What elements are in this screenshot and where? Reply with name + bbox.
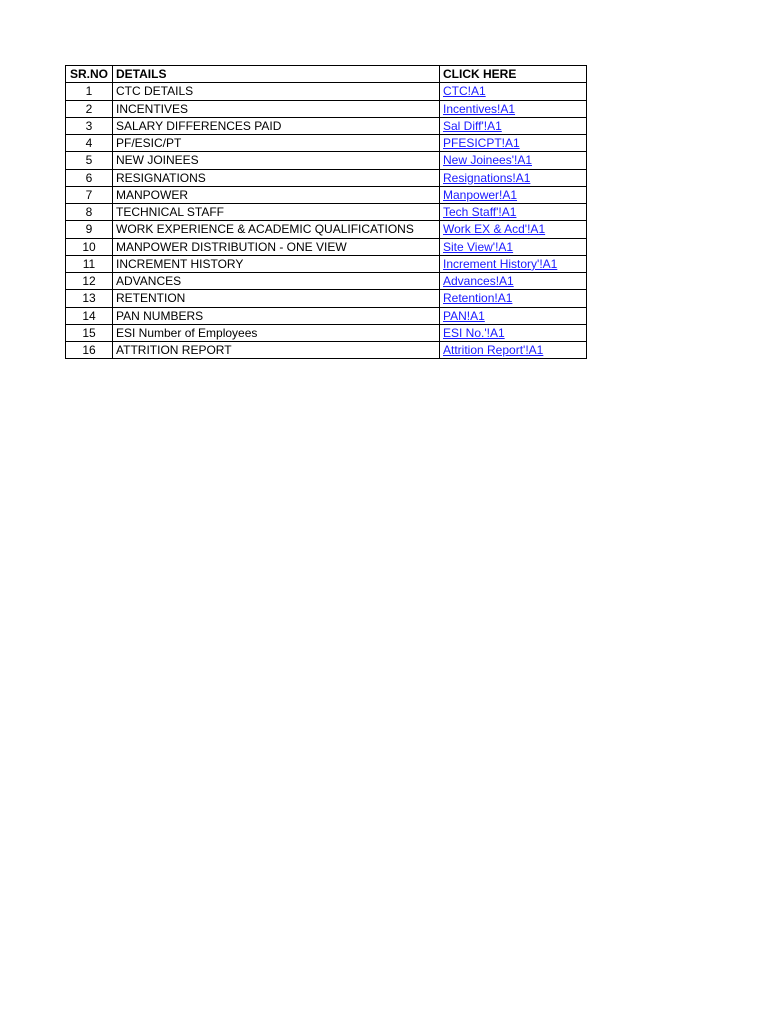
row-link-cell — [440, 100, 587, 117]
row-link-cell — [440, 238, 587, 255]
row-details: PAN NUMBERS — [113, 307, 440, 324]
row-link-cell — [440, 307, 587, 324]
sheet-link[interactable]: Retention!A1 — [443, 291, 513, 306]
sheet-link[interactable]: Site View'!A1 — [443, 239, 514, 254]
row-link-cell — [440, 255, 587, 272]
row-details: MANPOWER DISTRIBUTION - ONE VIEW — [113, 238, 440, 255]
table-row — [66, 100, 587, 117]
row-number: 2 — [66, 100, 113, 117]
sheet-link[interactable]: Advances!A1 — [443, 274, 514, 289]
table-row — [66, 221, 587, 238]
sheet-link[interactable]: Tech Staff'!A1 — [443, 205, 517, 220]
row-number: 4 — [66, 135, 113, 152]
row-details: ESI Number of Employees — [113, 324, 440, 341]
sheet-link[interactable]: New Joinees'!A1 — [443, 153, 533, 168]
row-number: 16 — [66, 342, 113, 359]
table-row — [66, 186, 587, 203]
index-table — [65, 65, 587, 359]
row-link-cell — [440, 186, 587, 203]
table-row — [66, 255, 587, 272]
table-row — [66, 307, 587, 324]
row-number: 12 — [66, 273, 113, 290]
row-link-cell — [440, 324, 587, 341]
row-details: INCREMENT HISTORY — [113, 255, 440, 272]
row-details: INCENTIVES — [113, 100, 440, 117]
row-details: ATTRITION REPORT — [113, 342, 440, 359]
sheet-link[interactable]: Sal Diff'!A1 — [443, 118, 502, 133]
sheet-link[interactable]: PAN!A1 — [443, 308, 485, 323]
row-link-cell — [440, 221, 587, 238]
row-details: NEW JOINEES — [113, 152, 440, 169]
table-row — [66, 290, 587, 307]
row-details: RESIGNATIONS — [113, 169, 440, 186]
header-details: DETAILS — [113, 66, 440, 83]
sheet-link[interactable]: Attrition Report'!A1 — [443, 343, 544, 358]
row-link-cell — [440, 342, 587, 359]
table-row — [66, 117, 587, 134]
row-number: 1 — [66, 83, 113, 100]
sheet-link[interactable]: Work EX & Acd'!A1 — [443, 222, 546, 237]
row-number: 8 — [66, 204, 113, 221]
row-number: 7 — [66, 186, 113, 203]
table-row — [66, 135, 587, 152]
row-details: WORK EXPERIENCE & ACADEMIC QUALIFICATIONS — [113, 221, 440, 238]
sheet-link[interactable]: Manpower!A1 — [443, 187, 518, 202]
row-details: MANPOWER — [113, 186, 440, 203]
table-row — [66, 83, 587, 100]
sheet-link[interactable]: Increment History'!A1 — [443, 256, 558, 271]
row-number: 10 — [66, 238, 113, 255]
row-link-cell — [440, 152, 587, 169]
sheet-link[interactable]: Resignations!A1 — [443, 170, 531, 185]
row-number: 15 — [66, 324, 113, 341]
header-row — [66, 66, 587, 83]
table-row — [66, 204, 587, 221]
sheet-link[interactable]: ESI No.'!A1 — [443, 325, 505, 340]
row-number: 13 — [66, 290, 113, 307]
row-details: CTC DETAILS — [113, 83, 440, 100]
table-row — [66, 324, 587, 341]
row-link-cell — [440, 83, 587, 100]
table-row — [66, 342, 587, 359]
row-details: ADVANCES — [113, 273, 440, 290]
table-row — [66, 152, 587, 169]
row-number: 3 — [66, 117, 113, 134]
row-link-cell — [440, 204, 587, 221]
sheet-link[interactable]: CTC!A1 — [443, 84, 486, 99]
row-number: 5 — [66, 152, 113, 169]
row-number: 9 — [66, 221, 113, 238]
row-details: TECHNICAL STAFF — [113, 204, 440, 221]
row-link-cell — [440, 117, 587, 134]
header-sr-no: SR.NO — [66, 66, 113, 83]
table-row — [66, 273, 587, 290]
row-number: 6 — [66, 169, 113, 186]
row-number: 14 — [66, 307, 113, 324]
row-details: RETENTION — [113, 290, 440, 307]
row-link-cell — [440, 273, 587, 290]
table-row — [66, 169, 587, 186]
sheet-link[interactable]: Incentives!A1 — [443, 101, 516, 116]
row-details: SALARY DIFFERENCES PAID — [113, 117, 440, 134]
row-number: 11 — [66, 255, 113, 272]
header-click-here: CLICK HERE — [440, 66, 587, 83]
row-details: PF/ESIC/PT — [113, 135, 440, 152]
sheet-link[interactable]: PFESICPT!A1 — [443, 136, 520, 151]
row-link-cell — [440, 290, 587, 307]
table-row — [66, 238, 587, 255]
row-link-cell — [440, 169, 587, 186]
row-link-cell — [440, 135, 587, 152]
